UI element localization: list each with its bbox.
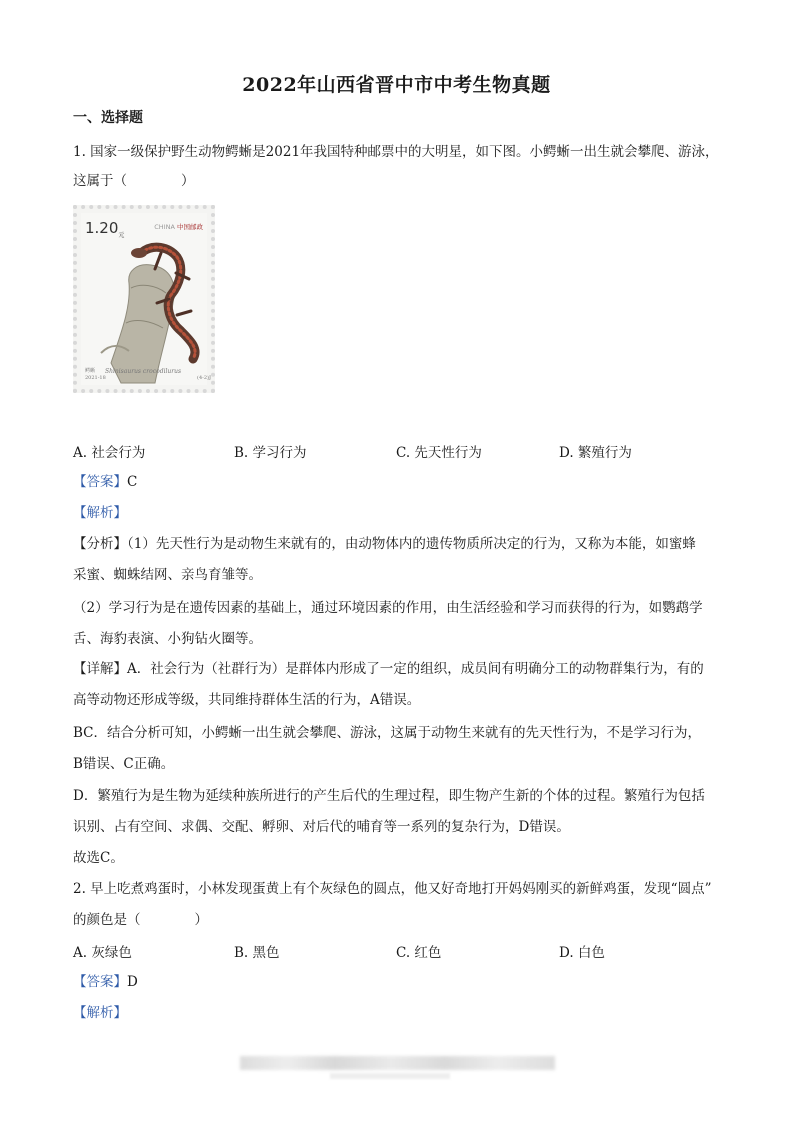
q1-option-d[interactable]: D. 繁殖行为 xyxy=(559,445,632,461)
q1-fenxi-1b: 采蜜、蜘蛛结网、亲鸟育雏等。 xyxy=(73,567,262,583)
q1-fenxi-2a: （2）学习行为是在遗传因素的基础上，通过环境因素的作用，由生活经验和学习而获得的行为，如鹦鹉学 xyxy=(73,600,703,616)
q1-xiangjie-bc2: B错误、C正确。 xyxy=(73,756,175,772)
q1-answer: 【答案】C xyxy=(73,474,138,490)
q1-fenxi-1a: 【分析】（1）先天性行为是动物生来就有的，由动物体内的遗传物质所决定的行为，又称为本能，如蜜蜂 xyxy=(73,536,696,552)
stamp-country: CHINA 中国邮政 xyxy=(154,223,203,231)
q2-option-d[interactable]: D. 白色 xyxy=(559,945,605,961)
q2-options xyxy=(73,941,733,961)
q1-xiangjie-a2: 高等动物还形成等级，共同维持群体生活的行为，A错误。 xyxy=(73,692,421,708)
q1-conclusion: 故选C。 xyxy=(73,850,124,866)
footer-watermark-blur-2 xyxy=(330,1073,450,1079)
q1-option-a[interactable]: A. 社会行为 xyxy=(73,445,146,461)
q2-option-c[interactable]: C. 红色 xyxy=(396,945,442,961)
q1-fenxi-2b: 舌、海豹表演、小狗钻火圈等。 xyxy=(73,631,262,647)
q2-stem-line2: 的颜色是（ ） xyxy=(73,912,208,928)
q1-option-b[interactable]: B. 学习行为 xyxy=(234,445,307,461)
lizard-stamp-image: $1.20_元$ CHINA 中国邮政 Shinisaurus crocodilurus 鳄蜥 2021-18 (4-2)J xyxy=(73,205,215,393)
footer-watermark-blur xyxy=(240,1056,555,1070)
page-title: 2022年山西省晋中市中考生物真题 xyxy=(242,74,551,96)
q1-stem-line2: 这属于（ ） xyxy=(73,173,195,189)
q1-xiangjie-a1: 【详解】A．社会行为（社群行为）是群体内形成了一定的组织，成员间有明确分工的动物群集行为，有的 xyxy=(73,661,704,677)
stamp-value: $1.20_元$ xyxy=(85,219,125,239)
q1-option-c[interactable]: C. 先天性行为 xyxy=(396,445,482,461)
q1-xiangjie-d2: 识别、占有空间、求偶、交配、孵卵、对后代的哺育等一系列的复杂行为，D错误。 xyxy=(73,819,570,835)
lizard-illustration xyxy=(81,213,215,393)
q2-answer: 【答案】D xyxy=(73,974,138,990)
q2-option-a[interactable]: A. 灰绿色 xyxy=(73,945,132,961)
q1-xiangjie-bc1: BC．结合分析可知，小鳄蜥一出生就会攀爬、游泳，这属于动物生来就有的先天性行为，不是学习行为， xyxy=(73,725,701,741)
q2-option-b[interactable]: B. 黑色 xyxy=(234,945,280,961)
q1-stem-line1: 1. 国家一级保护野生动物鳄蜥是2021年我国特种邮票中的大明星，如下图。小鳄蜥一出生就会攀爬、游泳， xyxy=(73,144,719,160)
q1-xiangjie-d1: D．繁殖行为是生物为延续种族所进行的产生后代的生理过程，即生物产生新的个体的过程。繁殖行为包括 xyxy=(73,788,705,804)
q1-analysis-tag: 【解析】 xyxy=(73,505,127,521)
q2-analysis-tag: 【解析】 xyxy=(73,1005,127,1021)
section-heading: 一、选择题 xyxy=(73,110,143,126)
q2-stem-line1: 2. 早上吃煮鸡蛋时，小林发现蛋黄上有个灰绿色的圆点，他又好奇地打开妈妈刚买的新鲜鸡蛋，发现“圆点” xyxy=(73,881,712,897)
q1-options xyxy=(73,441,733,461)
